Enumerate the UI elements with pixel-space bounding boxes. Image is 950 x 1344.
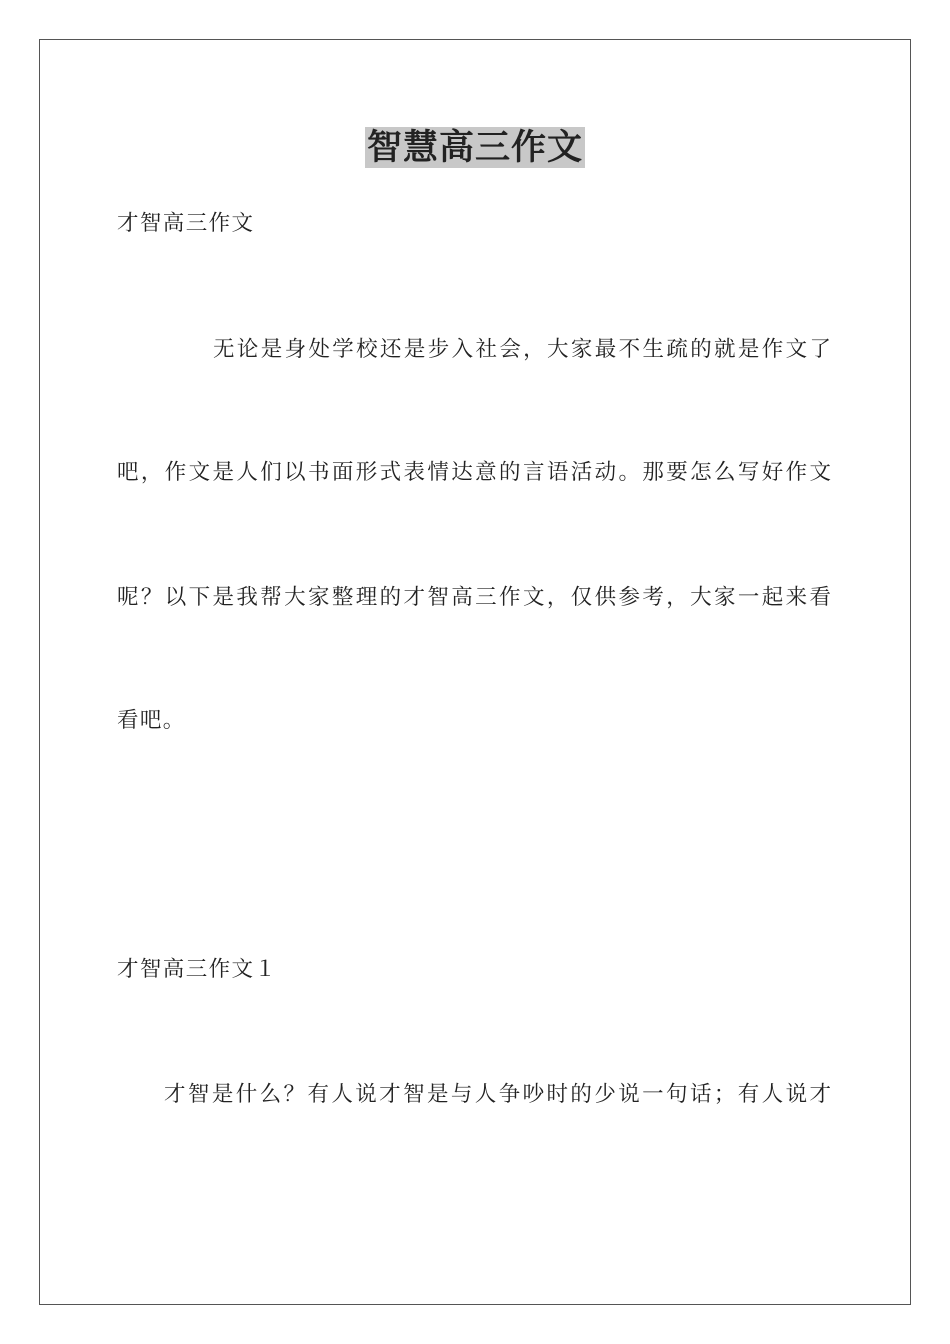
body-paragraph-line-1: 才智是什么？有人说才智是与人争吵时的少说一句话；有人说才 (164, 1082, 831, 1107)
document-subtitle: 才智高三作文 (117, 211, 255, 236)
document-title (0, 124, 950, 172)
intro-paragraph-line-2: 吧，作文是人们以书面形式表情达意的言语活动。那要怎么写好作文 (117, 460, 831, 485)
section-heading: 才智高三作文１ (117, 957, 278, 982)
intro-paragraph-line-4: 看吧。 (117, 708, 186, 733)
intro-paragraph-line-3: 呢？以下是我帮大家整理的才智高三作文，仅供参考，大家一起来看 (117, 585, 831, 610)
intro-paragraph-line-1: 无论是身处学校还是步入社会，大家最不生疏的就是作文了 (213, 337, 831, 362)
document-title-text: 智慧高三作文 (366, 127, 583, 168)
